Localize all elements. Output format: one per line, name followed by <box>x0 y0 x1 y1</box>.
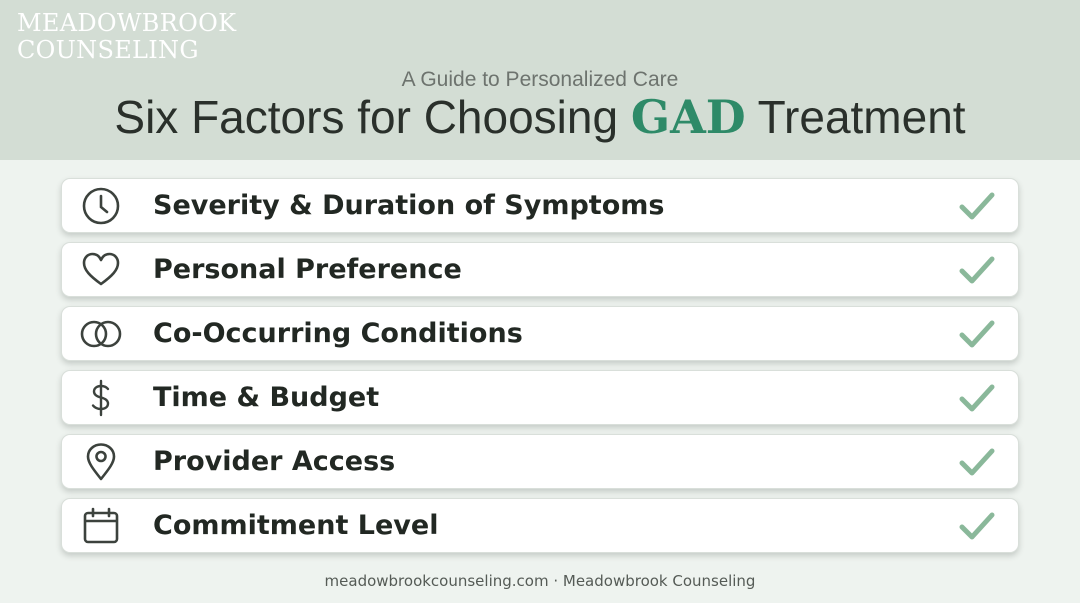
page-subtitle: A Guide to Personalized Care <box>401 68 679 91</box>
location-pin-icon <box>80 441 122 483</box>
factor-card-co-occurring <box>61 306 1019 361</box>
factor-label: Severity & Duration of Symptoms <box>153 190 665 221</box>
factor-card-severity <box>61 178 1019 233</box>
factor-card-commitment <box>61 498 1019 553</box>
check-icon <box>958 443 996 481</box>
factor-card-provider-access <box>61 434 1019 489</box>
factor-label: Personal Preference <box>153 254 462 285</box>
calendar-icon <box>80 505 122 547</box>
brand-logo <box>17 10 236 64</box>
check-icon <box>958 507 996 545</box>
factor-label: Commitment Level <box>153 510 439 541</box>
brand-line-1: MEADOWBROOK <box>17 9 237 37</box>
factor-label: Co-Occurring Conditions <box>153 318 523 349</box>
check-icon <box>958 251 996 289</box>
title-text-after: Treatment <box>745 91 966 143</box>
overlapping-circles-icon <box>80 313 122 355</box>
clock-icon <box>80 185 122 227</box>
check-icon <box>958 379 996 417</box>
header-banner <box>0 0 1080 160</box>
page-title <box>0 90 1080 144</box>
check-icon <box>958 315 996 353</box>
title-text-before: Six Factors for Choosing <box>114 91 631 143</box>
dollar-icon <box>80 377 122 419</box>
title-accent: GAD <box>630 90 746 144</box>
factor-label: Provider Access <box>153 446 396 477</box>
factor-card-preference <box>61 242 1019 297</box>
factor-card-time-budget <box>61 370 1019 425</box>
footer-text: meadowbrookcounseling.com · Meadowbrook Counseling <box>324 572 756 590</box>
heart-icon <box>80 249 122 291</box>
check-icon <box>958 187 996 225</box>
brand-line-2: COUNSELING <box>17 36 199 64</box>
factor-label: Time & Budget <box>153 382 380 413</box>
